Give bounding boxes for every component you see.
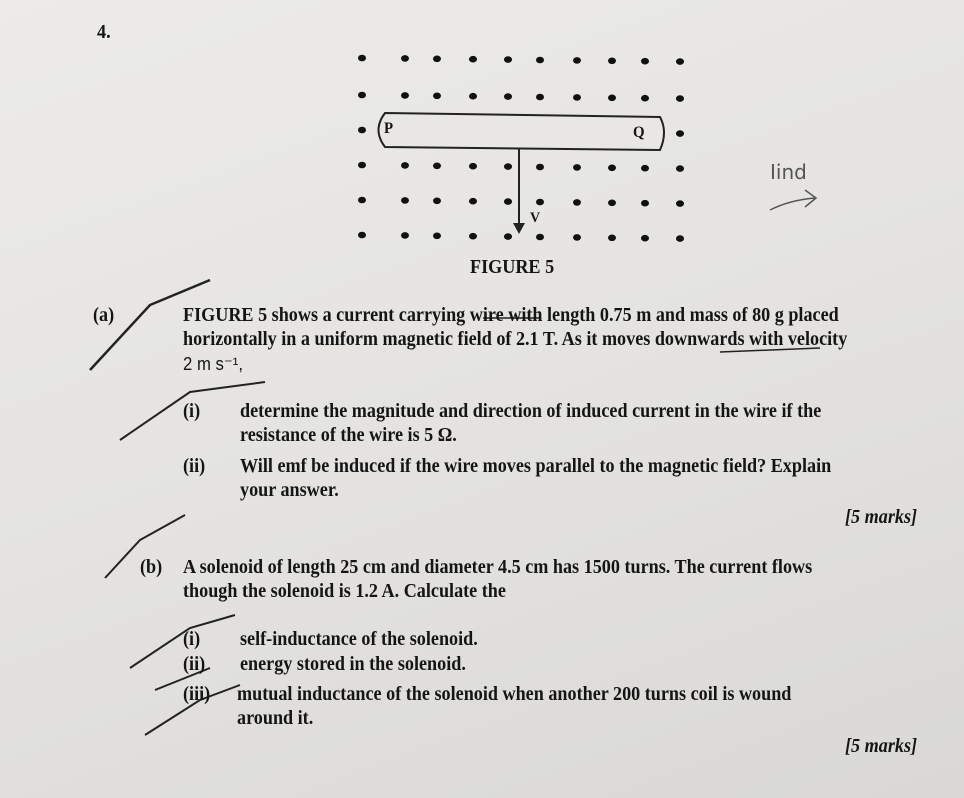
part-a-ii-label: (ii) — [183, 456, 206, 477]
question-number: 4. — [97, 22, 111, 43]
field-dot — [469, 56, 477, 63]
field-dot — [608, 200, 616, 207]
field-dot — [504, 163, 512, 170]
part-b-ii-label: (ii) — [183, 654, 206, 675]
field-dot — [401, 162, 409, 169]
field-dot — [504, 198, 512, 205]
part-b-iii-text: around it. — [237, 708, 314, 729]
field-dot — [608, 58, 616, 65]
field-dot — [469, 233, 477, 240]
field-dot — [536, 199, 544, 206]
part-a-i-label: (i) — [183, 401, 201, 422]
field-dot — [573, 94, 581, 101]
field-dot — [504, 93, 512, 100]
field-dot — [469, 93, 477, 100]
part-b-iii-label: (iii) — [183, 684, 211, 705]
field-dot — [433, 163, 441, 170]
field-dot — [676, 165, 684, 172]
field-dot — [608, 95, 616, 102]
field-dot — [676, 58, 684, 65]
field-dot — [676, 95, 684, 102]
field-dot — [433, 93, 441, 100]
field-dot — [504, 233, 512, 240]
field-dot — [358, 232, 366, 239]
field-dot — [573, 164, 581, 171]
part-b-i-text: self-inductance of the solenoid. — [240, 629, 478, 650]
field-dot — [676, 235, 684, 242]
velocity-arrowhead — [513, 223, 525, 234]
field-dot — [401, 55, 409, 62]
field-dot — [676, 130, 684, 137]
part-a-line: horizontally in a uniform magnetic field of 2.1 T. As it moves downwards with velocity — [183, 329, 848, 350]
field-dot — [469, 198, 477, 205]
field-dot — [641, 200, 649, 207]
field-dot — [401, 92, 409, 99]
part-a-label: (a) — [93, 305, 115, 326]
label-q: Q — [633, 124, 645, 141]
figure-caption: FIGURE 5 — [470, 257, 555, 278]
field-dot — [573, 199, 581, 206]
field-dot — [573, 234, 581, 241]
field-dot — [504, 56, 512, 63]
field-dot — [573, 57, 581, 64]
field-dot — [358, 127, 366, 134]
part-a-line: 2 m s⁻¹, — [183, 354, 243, 374]
field-dot — [641, 165, 649, 172]
field-dot — [676, 200, 684, 207]
part-b-i-label: (i) — [183, 629, 201, 650]
field-dot — [469, 163, 477, 170]
part-b-line: though the solenoid is 1.2 A. Calculate the — [183, 581, 506, 602]
field-dot — [536, 57, 544, 64]
field-dot — [358, 162, 366, 169]
field-dot — [641, 95, 649, 102]
field-dot — [433, 56, 441, 63]
field-dot — [608, 235, 616, 242]
field-dot — [401, 197, 409, 204]
field-dot — [536, 234, 544, 241]
field-dot — [536, 94, 544, 101]
part-a-ii-text: Will emf be induced if the wire moves parallel to the magnetic field? Explain — [240, 456, 832, 477]
part-b-line: A solenoid of length 25 cm and diameter 4.5 cm has 1500 turns. The current flows — [183, 557, 813, 578]
part-a-line: FIGURE 5 shows a current carrying wire with length 0.75 m and mass of 80 g placed — [183, 305, 839, 326]
field-dot — [358, 197, 366, 204]
part-a-ii-text: your answer. — [240, 480, 339, 501]
field-dot — [433, 233, 441, 240]
part-a-i-text: resistance of the wire is 5 Ω. — [240, 425, 457, 446]
field-dot — [641, 58, 649, 65]
field-dot — [358, 92, 366, 99]
wire-rod — [379, 113, 665, 150]
field-dot — [401, 232, 409, 239]
field-dot — [536, 164, 544, 171]
part-b-iii-text: mutual inductance of the solenoid when another 200 turns coil is wound — [237, 684, 792, 705]
field-dot — [433, 198, 441, 205]
label-v: V — [530, 210, 541, 226]
field-dot — [641, 235, 649, 242]
label-p: P — [384, 120, 394, 137]
field-dot — [608, 165, 616, 172]
part-a-i-text: determine the magnitude and direction of induced current in the wire if the — [240, 401, 822, 422]
handwritten-note: Iind — [770, 160, 807, 184]
part-a-marks: [5 marks] — [845, 507, 918, 528]
part-b-label: (b) — [140, 557, 163, 578]
part-b-marks: [5 marks] — [845, 736, 918, 757]
part-b-ii-text: energy stored in the solenoid. — [240, 654, 466, 675]
field-dot — [358, 55, 366, 62]
